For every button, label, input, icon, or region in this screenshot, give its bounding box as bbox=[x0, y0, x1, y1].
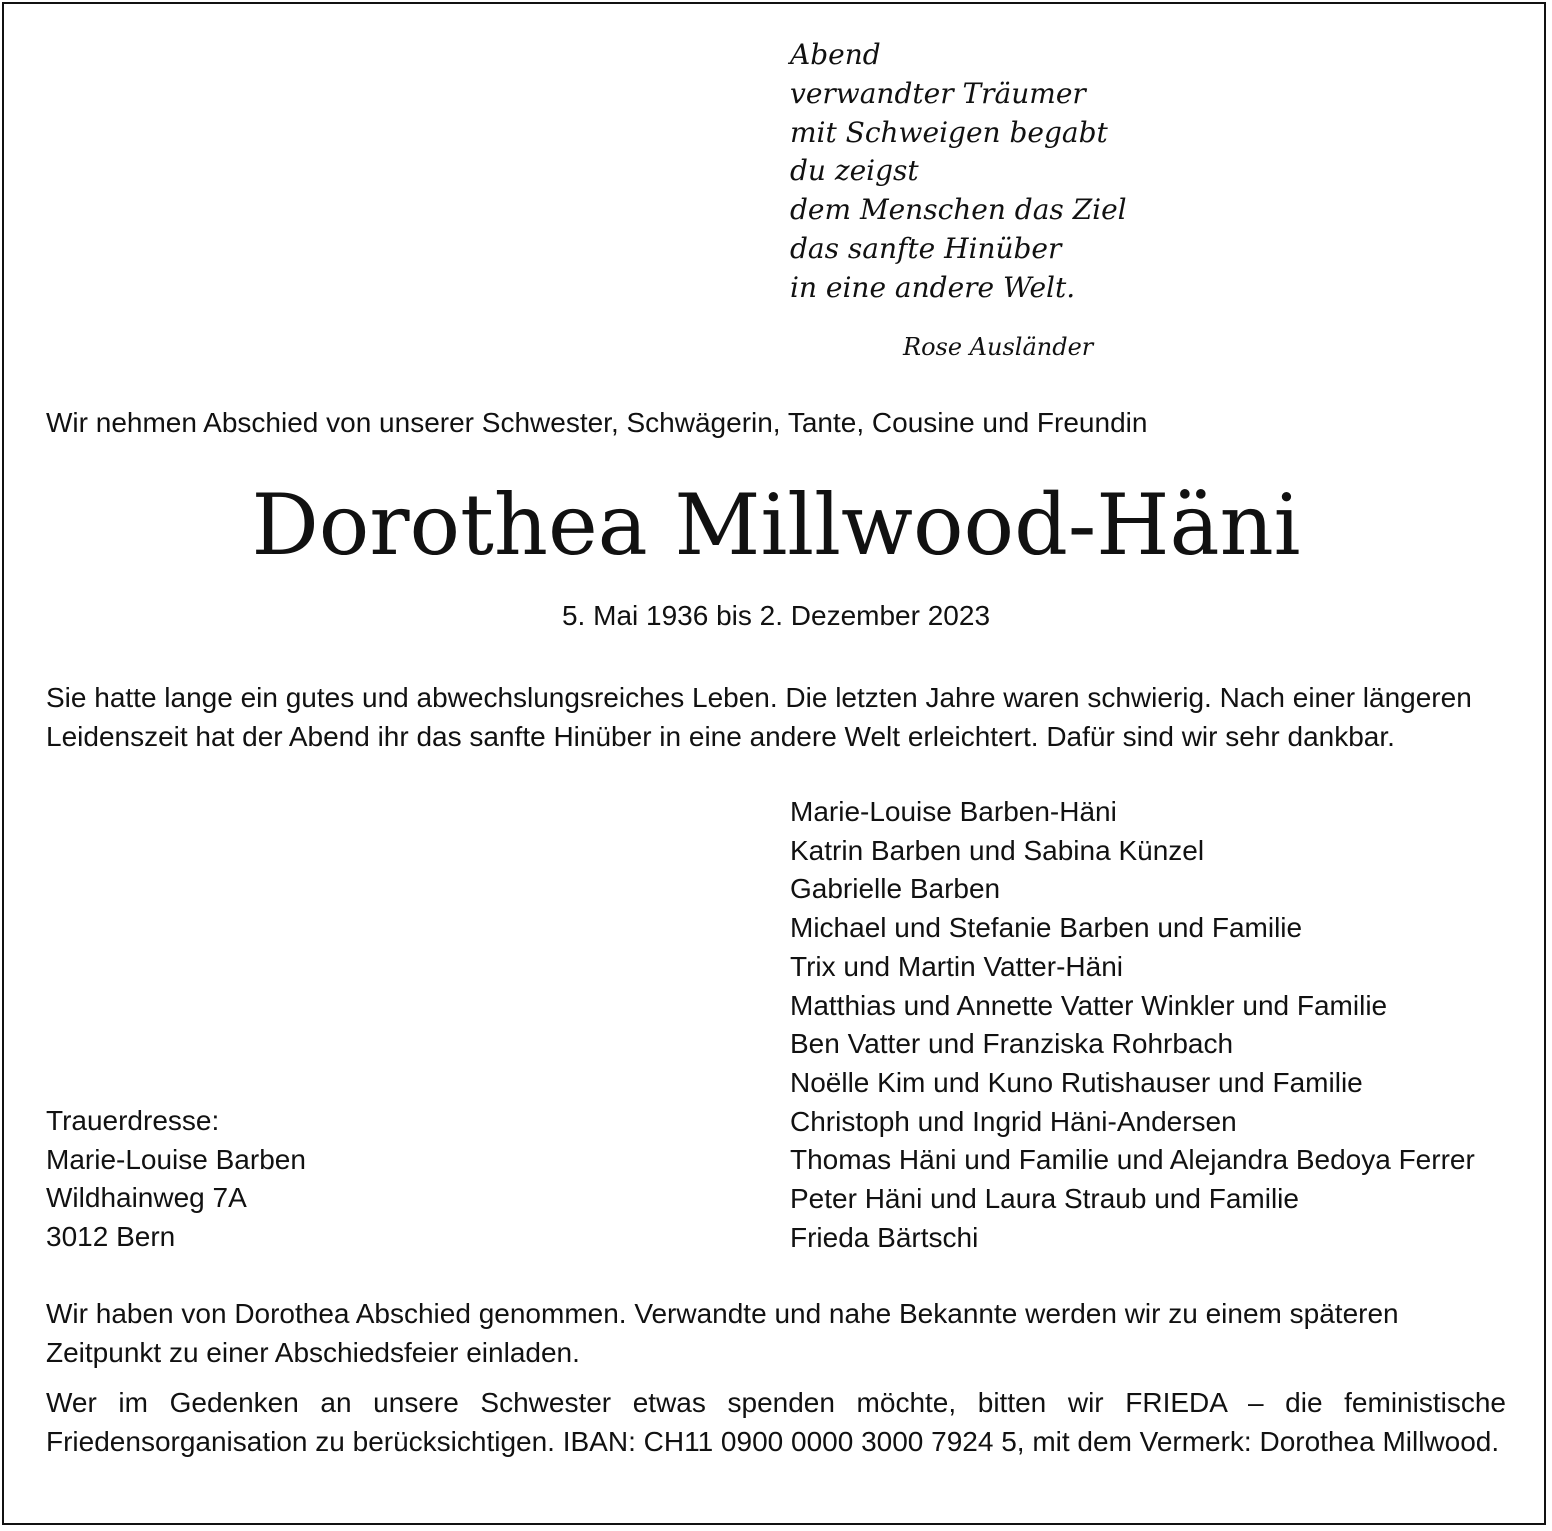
life-dates: 5. Mai 1936 bis 2. Dezember 2023 bbox=[561, 600, 991, 631]
mourner: Katrin Barben und Sabina Künzel bbox=[790, 834, 1205, 866]
mourner: Trix und Martin Vatter-Häni bbox=[790, 950, 1123, 982]
poem-author: Rose Ausländer bbox=[903, 333, 1094, 361]
mourner: Christoph und Ingrid Häni-Andersen bbox=[790, 1105, 1237, 1137]
mourner: Ben Vatter und Franziska Rohrbach bbox=[790, 1028, 1234, 1060]
mourning-address bbox=[46, 1102, 306, 1257]
address-name: Marie-Louise Barben bbox=[46, 1143, 306, 1175]
farewell-paragraph: Wir haben von Dorothea Abschied genommen. Verwandte und nahe Bekannte werden wir zu einem späteren Zeitpunkt zu einer Abschiedsfeier einladen. bbox=[46, 1298, 1399, 1368]
mourner: Michael und Stefanie Barben und Familie bbox=[790, 912, 1303, 944]
mourners-list bbox=[790, 793, 1475, 1257]
mourner: Matthias und Annette Vatter Winkler und Familie bbox=[790, 989, 1388, 1021]
tribute-paragraph: Sie hatte lange ein gutes und abwechslungsreiches Leben. Die letzten Jahre waren schwierig. Nach einer längeren Leidenszeit hat der Abend ihr das sanfte Hinüber in eine andere Welt erleichtert. Dafür sind wir sehr dankbar. bbox=[46, 682, 1472, 752]
poem bbox=[790, 36, 1127, 308]
poem-line: in eine andere Welt. bbox=[790, 270, 1076, 304]
address-street: Wildhainweg 7A bbox=[46, 1182, 247, 1214]
intro-text: Wir nehmen Abschied von unserer Schwester, Schwägerin, Tante, Cousine und Freundin bbox=[46, 407, 1148, 438]
address-city: 3012 Bern bbox=[46, 1221, 176, 1253]
poem-line: mit Schweigen begabt bbox=[790, 115, 1108, 149]
deceased-name: Dorothea Millwood-Häni bbox=[251, 476, 1301, 574]
poem-line: verwandter Träumer bbox=[790, 76, 1086, 110]
address-label: Trauerdresse: bbox=[46, 1105, 220, 1136]
mourner: Frieda Bärtschi bbox=[790, 1221, 979, 1253]
mourner: Gabrielle Barben bbox=[790, 873, 1001, 905]
mourner: Thomas Häni und Familie und Alejandra Bedoya Ferrer bbox=[790, 1144, 1475, 1176]
poem-line: du zeigst bbox=[790, 154, 919, 188]
mourner: Peter Häni und Laura Straub und Familie bbox=[790, 1183, 1299, 1215]
donation-paragraph: Wer im Gedenken an unsere Schwester etwas spenden möchte, bitten wir FRIEDA – die feministische Friedensorganisation zu berücksichtigen. IBAN: CH11 0900 0000 3000 7924 5, mit dem Vermerk: Dorothea Millwood. bbox=[46, 1387, 1506, 1457]
mourner: Marie-Louise Barben-Häni bbox=[790, 796, 1117, 827]
poem-line: das sanfte Hinüber bbox=[790, 231, 1062, 265]
poem-line: Abend bbox=[790, 38, 881, 71]
poem-line: dem Menschen das Ziel bbox=[790, 193, 1127, 227]
mourner: Noëlle Kim und Kuno Rutishauser und Familie bbox=[790, 1066, 1363, 1098]
